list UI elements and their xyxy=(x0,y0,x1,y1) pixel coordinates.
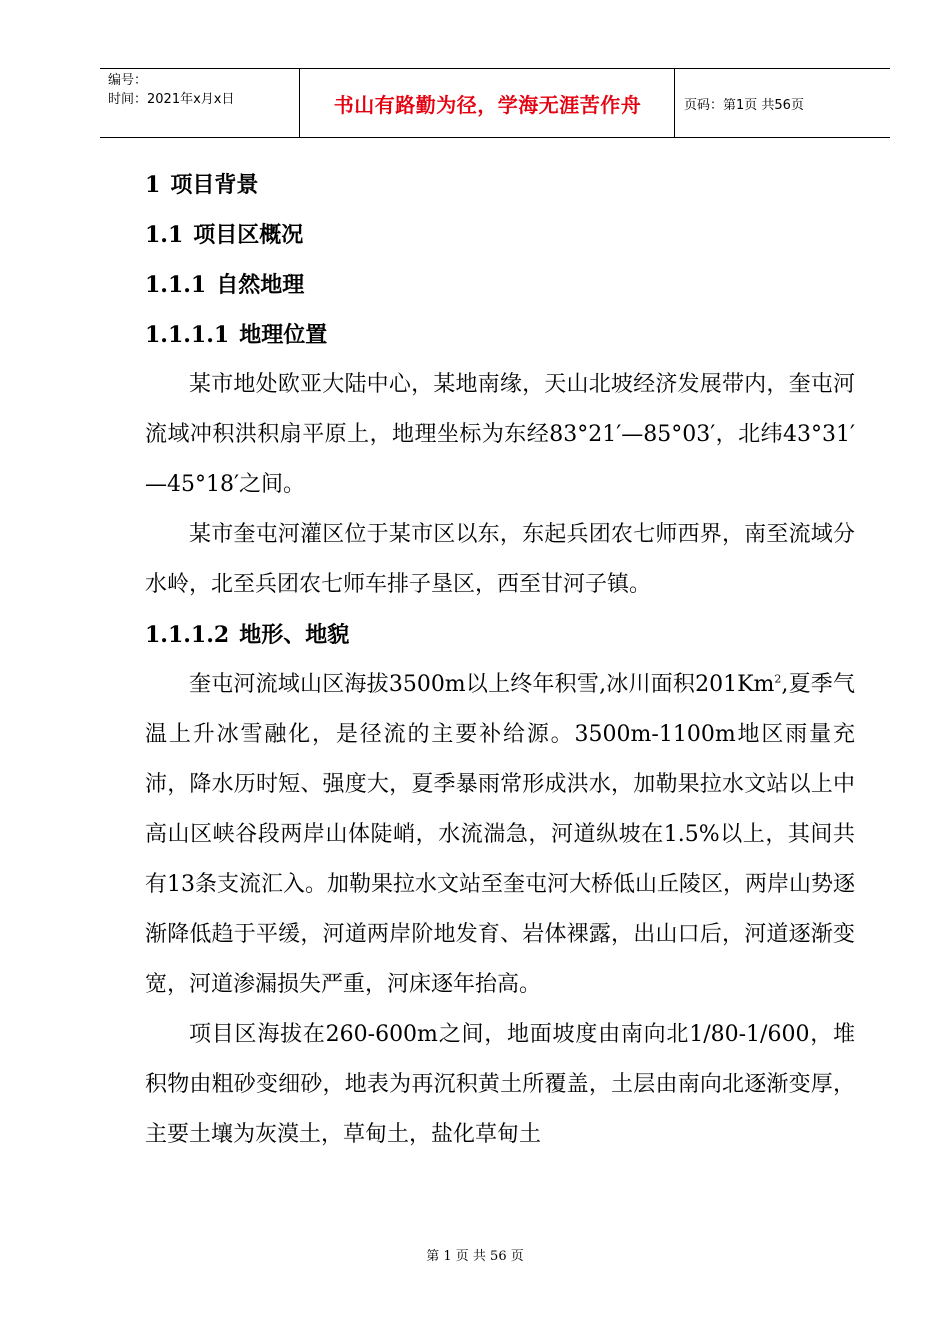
heading-level-4-terrain xyxy=(145,610,855,660)
heading-level-2 xyxy=(145,210,855,260)
heading-level-4-location xyxy=(145,310,855,360)
document-body xyxy=(145,160,855,1160)
heading-number: 1.1 xyxy=(145,222,184,248)
heading-text: 地形、地貌 xyxy=(239,622,350,648)
paragraph-irrigation-area: 某市奎屯河灌区位于某市区以东，东起兵团农七师西界，南至流域分水岭，北至兵团农七师车排子垦区，西至甘河子镇。 xyxy=(145,522,855,597)
page-footer: 第 1 页 共 56 页 xyxy=(426,1249,524,1264)
document-number-label: 编号： xyxy=(108,73,148,88)
heading-number: 1 xyxy=(145,172,161,198)
heading-text: 地理位置 xyxy=(239,322,328,348)
heading-text: 自然地理 xyxy=(216,272,305,298)
heading-text: 项目区概况 xyxy=(193,222,304,248)
header-motto: 书山有路勤为径，学海无涯苦作舟 xyxy=(301,69,675,137)
header-meta xyxy=(100,69,300,137)
superscript-2: 2 xyxy=(774,672,782,686)
paragraph-terrain-part-2: ,夏季气温上升冰雪融化，是径流的主要补给源。3500m-1100m地区雨量充沛，降水历时短、强度大，夏季暴雨常形成洪水，加勒果拉水文站以上中高山区峡谷段两岸山体陡峭，水流湍急，河道纵坡在1.5%以上，其间共有13条支流汇入。加勒果拉水文站至奎屯河大桥低山丘陵区，两岸山势逐渐降低趋于平缓，河道两岸阶地发育、岩体裸露，出山口后，河道逐渐变宽，河道渗漏损失严重，河床逐年抬高。 xyxy=(145,672,855,997)
header-page-info: 页码：第1页 共56页 xyxy=(684,97,804,113)
paragraph-terrain-part-1: 奎屯河流域山区海拔3500m以上终年积雪,冰川面积201Km xyxy=(189,672,775,697)
document-date: 时间：2021年x月x日 xyxy=(108,92,235,107)
paragraph-elevation: 项目区海拔在260-600m之间，地面坡度由南向北1/80-1/600，堆积物由粗砂变细砂，地表为再沉积黄土所覆盖，土层由南向北逐渐变厚，主要土壤为灰漠土，草甸土，盐化草甸土 xyxy=(145,1022,855,1147)
page-header xyxy=(100,68,890,138)
paragraph-terrain xyxy=(145,660,855,1010)
heading-number: 1.1.1.2 xyxy=(145,622,230,648)
paragraph-location: 某市地处欧亚大陆中心，某地南缘，天山北坡经济发展带内，奎屯河流域冲积洪积扇平原上，地理坐标为东经83°21′—85°03′，北纬43°31′—45°18′之间。 xyxy=(145,372,855,497)
heading-number: 1.1.1 xyxy=(145,272,207,298)
heading-level-1 xyxy=(145,160,855,210)
heading-number: 1.1.1.1 xyxy=(145,322,230,348)
heading-text: 项目背景 xyxy=(170,172,259,198)
heading-level-3 xyxy=(145,260,855,310)
